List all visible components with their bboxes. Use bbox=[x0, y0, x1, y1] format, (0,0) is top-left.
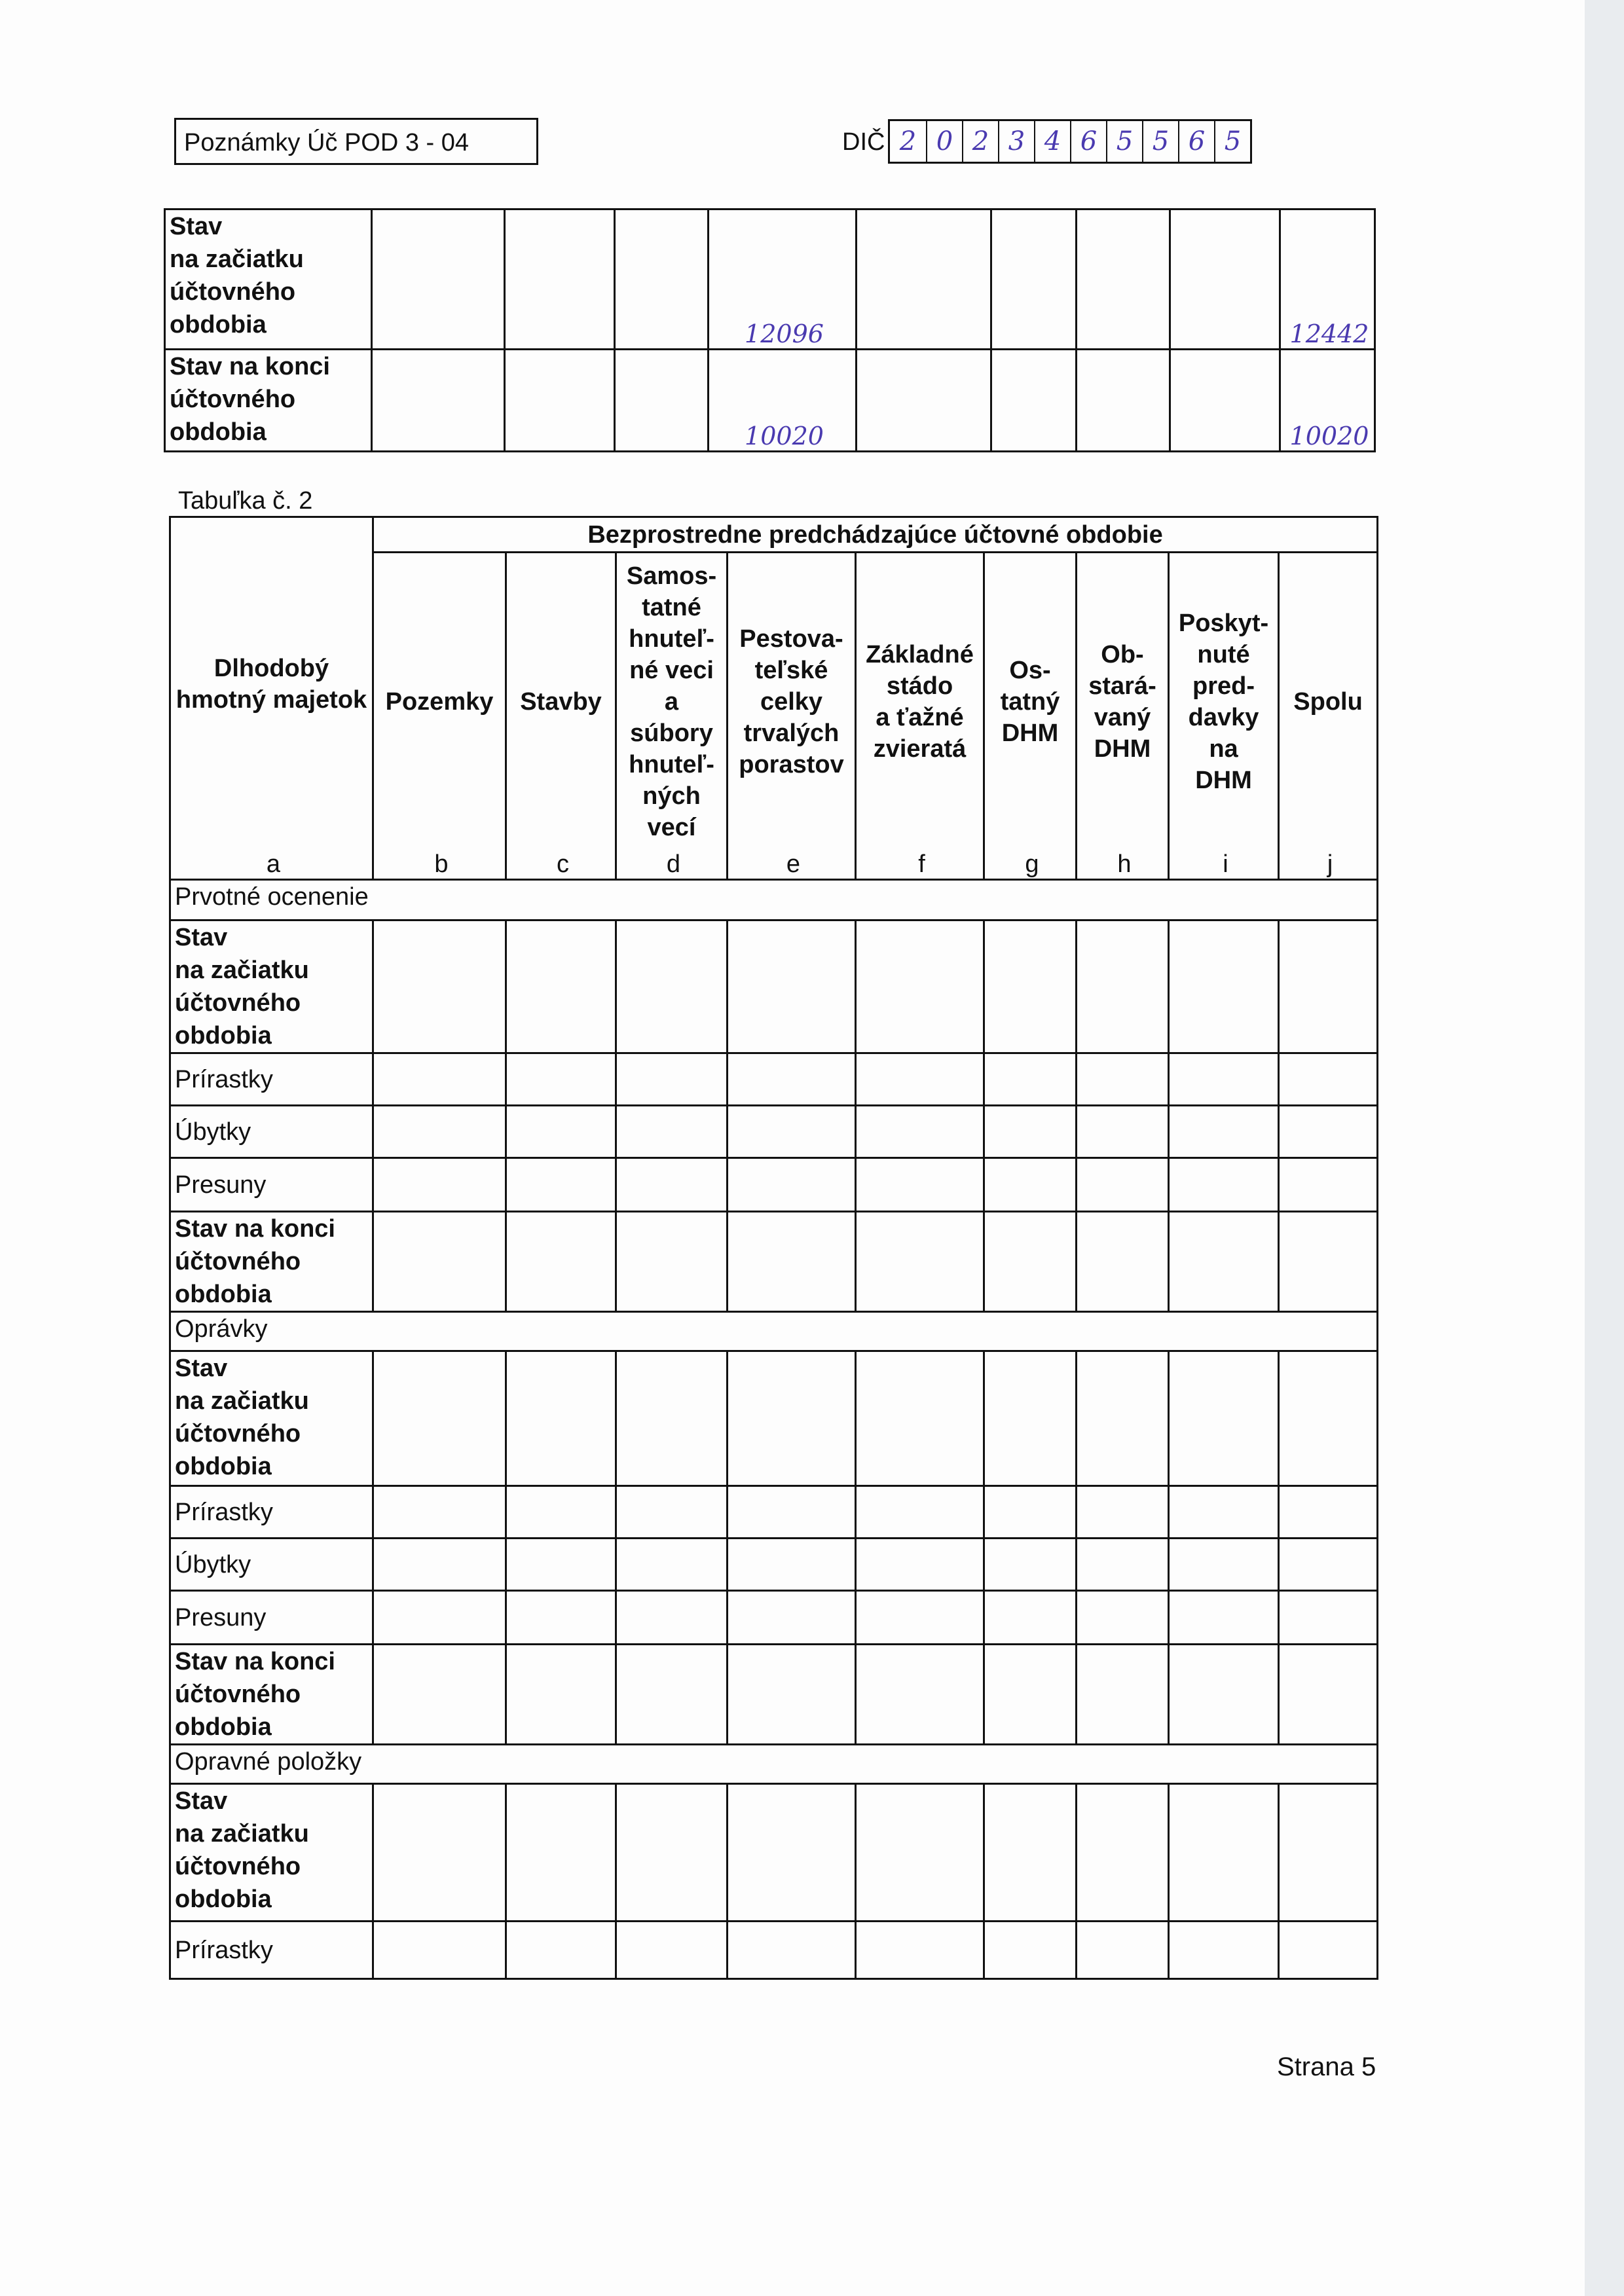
dic-digit: 6 bbox=[1178, 121, 1214, 162]
col-header: Spolu bbox=[1279, 553, 1378, 851]
dic-digit: 5 bbox=[1214, 121, 1250, 162]
col-header: Základné stádo a ťažné zvieratá bbox=[856, 553, 984, 851]
table-row bbox=[170, 1645, 1378, 1745]
dic-digit: 6 bbox=[1070, 121, 1106, 162]
col-header: Os- tatný DHM bbox=[984, 553, 1077, 851]
col-letter: a bbox=[170, 851, 373, 880]
col-letter: f bbox=[856, 851, 984, 880]
col-header: Samos- tatné hnuteľ- né veci a súbory hnuteľ- ných vecí bbox=[616, 553, 728, 851]
table-caption: Tabuľka č. 2 bbox=[178, 487, 313, 515]
row-label: Úbytky bbox=[170, 1106, 373, 1158]
col-header: Pozemky bbox=[373, 553, 506, 851]
handwritten-value: 12096 bbox=[709, 210, 857, 350]
row-label: Presuny bbox=[170, 1158, 373, 1212]
table-row bbox=[170, 920, 1378, 1053]
page-edge-shadow bbox=[1585, 0, 1624, 2296]
dic-digit: 4 bbox=[1034, 121, 1070, 162]
col-letter: i bbox=[1169, 851, 1279, 880]
table-row bbox=[170, 1351, 1378, 1486]
dic-field bbox=[888, 119, 1252, 164]
row-header: Dlhodobý hmotný majetok bbox=[170, 517, 373, 851]
table-row bbox=[170, 1591, 1378, 1645]
col-letter: d bbox=[616, 851, 728, 880]
row-label: Stav na konci účtovného obdobia bbox=[170, 1212, 373, 1312]
table-row bbox=[170, 1922, 1378, 1979]
dic-digit: 3 bbox=[998, 121, 1034, 162]
col-header: Poskyt- nuté pred- davky na DHM bbox=[1169, 553, 1279, 851]
table-row bbox=[170, 1158, 1378, 1212]
col-header: Stavby bbox=[506, 553, 616, 851]
row-label: Presuny bbox=[170, 1591, 373, 1645]
row-label: Stav na konci účtovného obdobia bbox=[165, 350, 372, 452]
table-row bbox=[170, 1053, 1378, 1106]
handwritten-value: 12442 bbox=[1280, 210, 1375, 350]
dic-digit: 5 bbox=[1142, 121, 1178, 162]
top-table bbox=[164, 208, 1376, 452]
dic-digit: 0 bbox=[926, 121, 962, 162]
col-letter: b bbox=[373, 851, 506, 880]
col-letter: h bbox=[1077, 851, 1169, 880]
table-row bbox=[170, 1539, 1378, 1591]
dic-digit: 2 bbox=[899, 126, 917, 156]
page-number: Strana 5 bbox=[1277, 2052, 1376, 2081]
period-header: Bezprostredne predchádzajúce účtovné obdobie bbox=[373, 517, 1378, 553]
section-title: Opravné položky bbox=[170, 1745, 1378, 1784]
col-letter: e bbox=[728, 851, 856, 880]
form-title: Poznámky Úč POD 3 - 04 bbox=[184, 129, 470, 156]
handwritten-value: 10020 bbox=[709, 350, 857, 452]
col-letter: g bbox=[984, 851, 1077, 880]
row-label: Stav na začiatku účtovného obdobia bbox=[165, 210, 372, 350]
col-header: Pestova- teľské celky trvalých porastov bbox=[728, 553, 856, 851]
col-letter: j bbox=[1279, 851, 1378, 880]
row-label: Stav na konci účtovného obdobia bbox=[170, 1645, 373, 1745]
col-header: Ob- stará- vaný DHM bbox=[1077, 553, 1169, 851]
dic-digit: 5 bbox=[1106, 121, 1142, 162]
row-label: Stav na začiatku účtovného obdobia bbox=[170, 1784, 373, 1922]
form-title-box bbox=[174, 118, 538, 165]
row-label: Stav na začiatku účtovného obdobia bbox=[170, 920, 373, 1053]
section-title: Oprávky bbox=[170, 1312, 1378, 1351]
table-row bbox=[170, 1212, 1378, 1312]
table-row bbox=[170, 1784, 1378, 1922]
dic-digit: 2 bbox=[962, 121, 998, 162]
row-label: Stav na začiatku účtovného obdobia bbox=[170, 1351, 373, 1486]
handwritten-value: 10020 bbox=[1280, 350, 1375, 452]
row-label: Úbytky bbox=[170, 1539, 373, 1591]
table-row bbox=[170, 1486, 1378, 1539]
table-row bbox=[170, 1106, 1378, 1158]
table-2 bbox=[169, 516, 1378, 1980]
row-label: Prírastky bbox=[170, 1486, 373, 1539]
dic-label: DIČ bbox=[842, 128, 885, 156]
row-label: Prírastky bbox=[170, 1053, 373, 1106]
row-label: Prírastky bbox=[170, 1922, 373, 1979]
section-title: Prvotné ocenenie bbox=[170, 880, 1378, 920]
col-letter: c bbox=[506, 851, 616, 880]
